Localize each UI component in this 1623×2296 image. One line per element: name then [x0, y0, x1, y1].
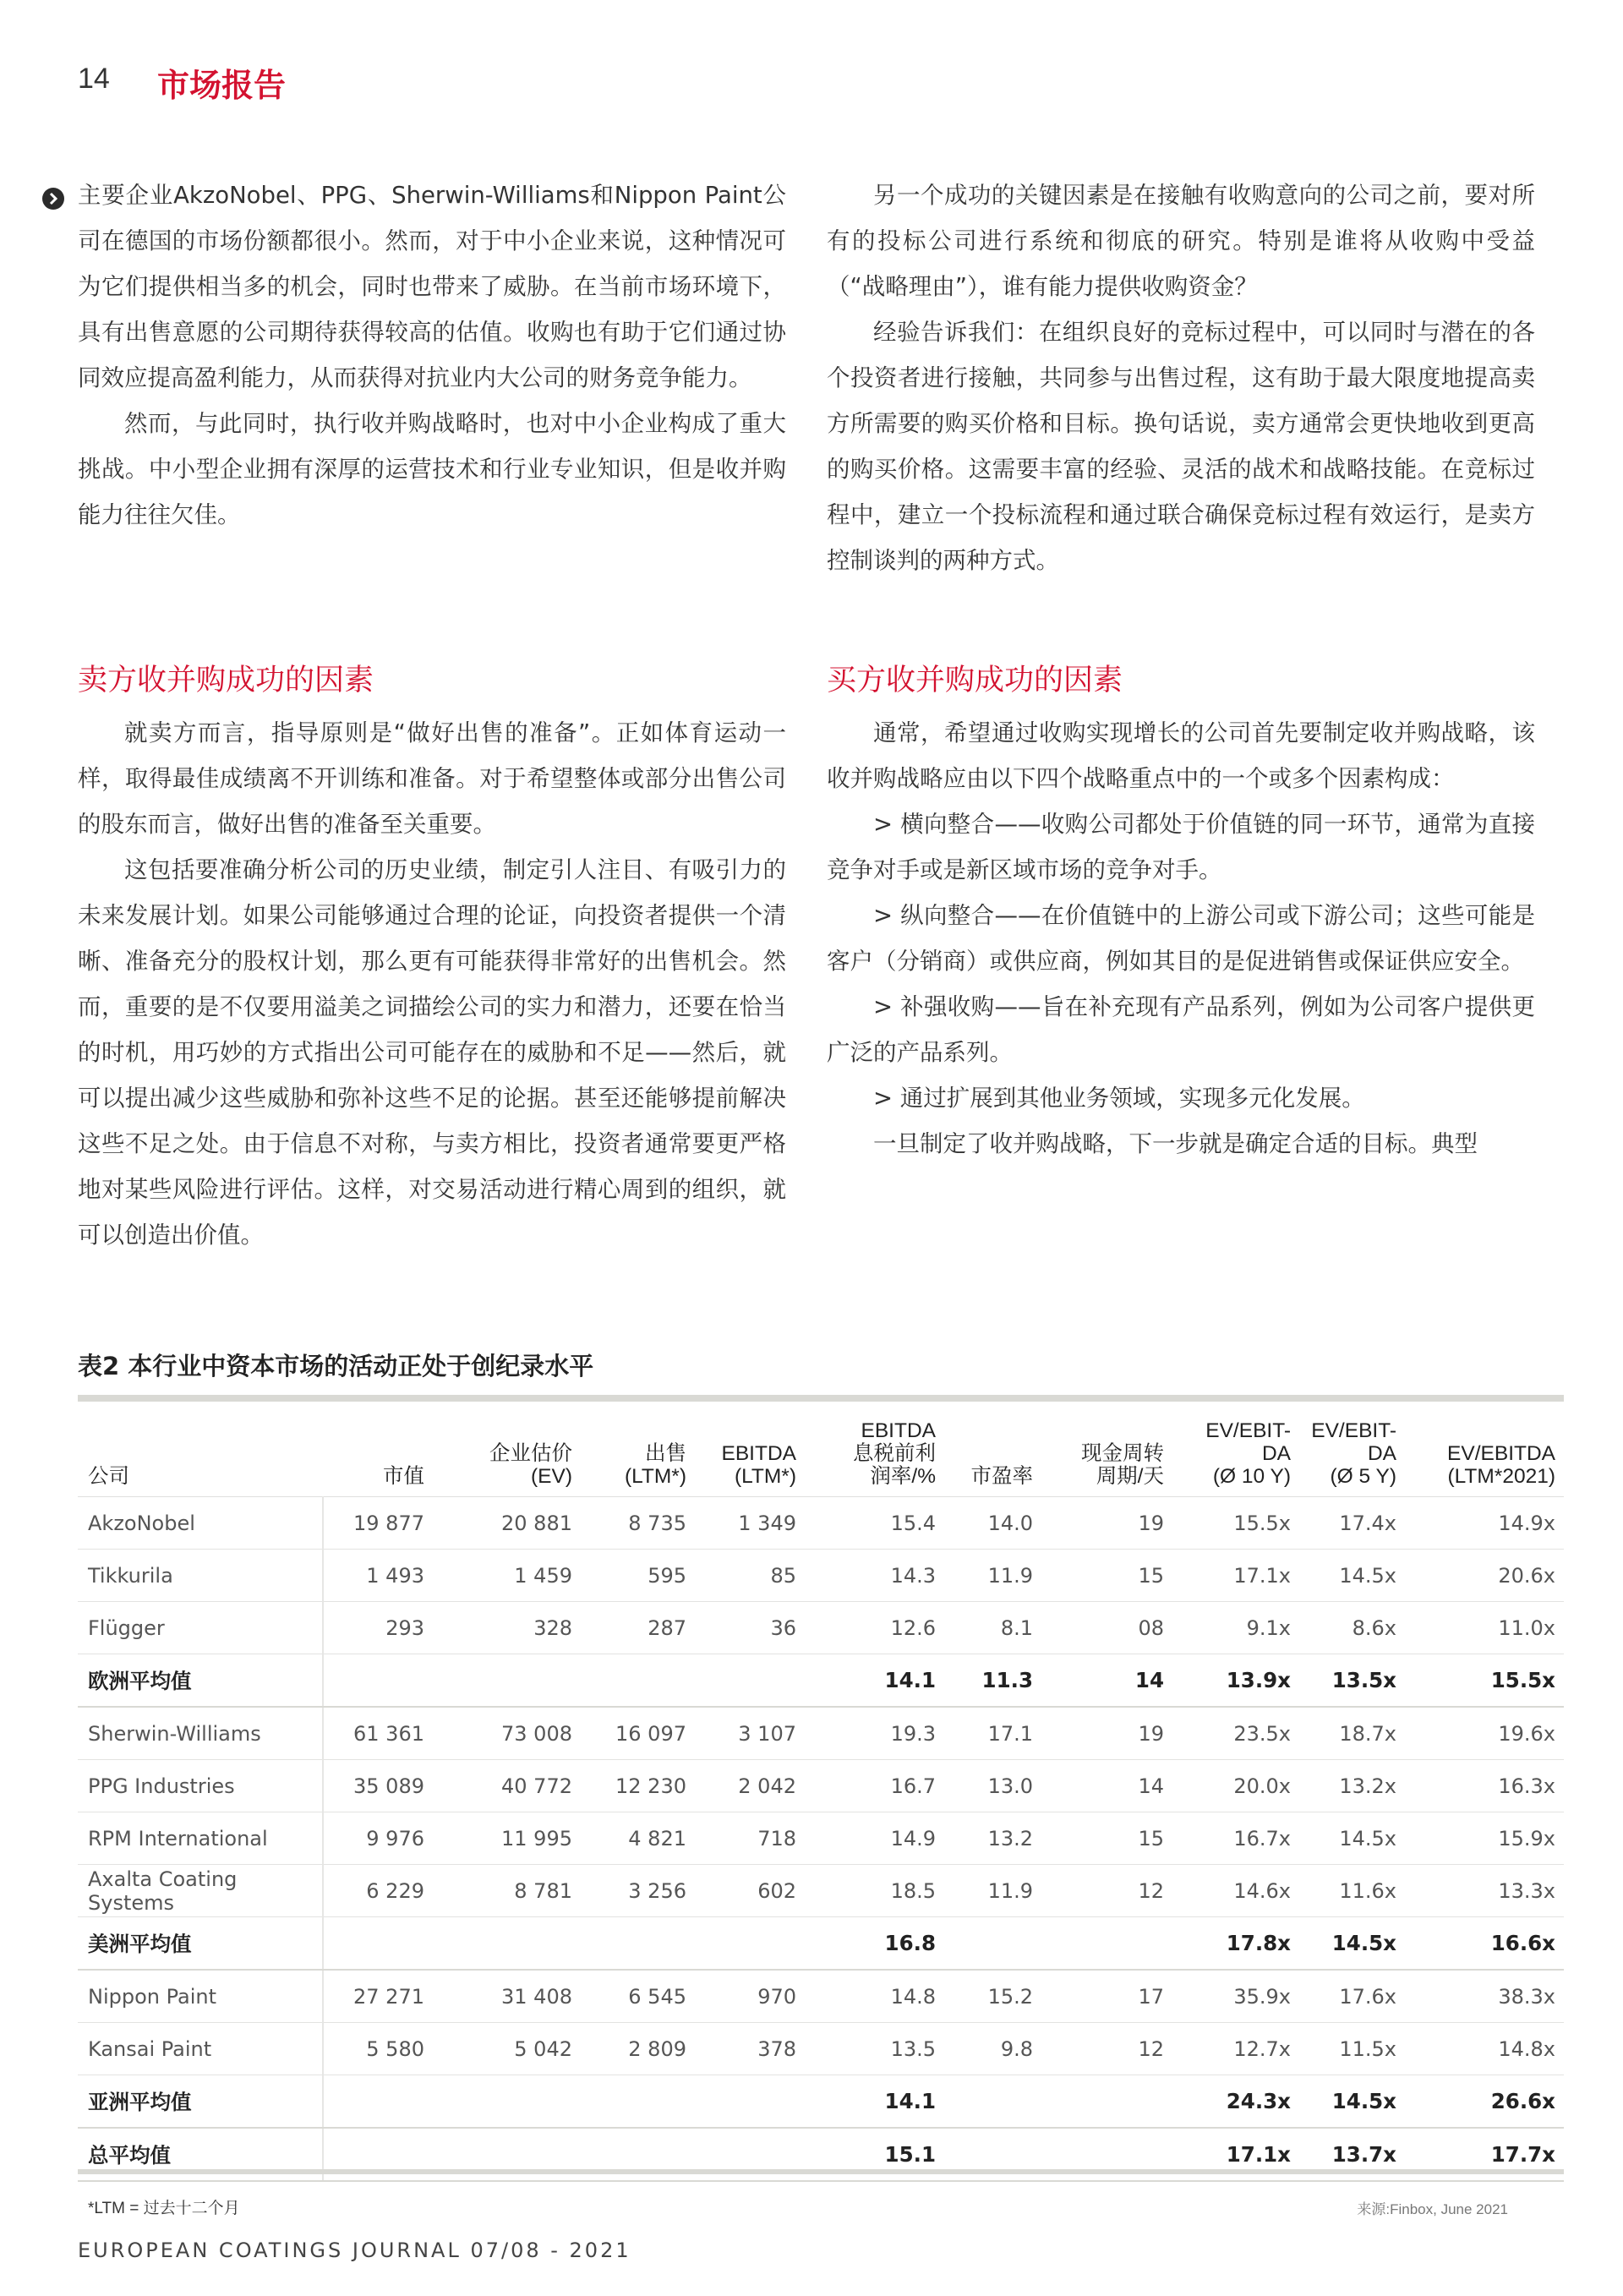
value-cell: 3 107 — [695, 1707, 805, 1760]
value-cell: 14.5x — [1299, 1812, 1405, 1865]
column-header: 市盈率 — [944, 1407, 1041, 1497]
subheading-seller: 卖方收并购成功的因素 — [78, 664, 374, 697]
column-1-bottom — [78, 653, 786, 1258]
journal-footer: EUROPEAN COATINGS JOURNAL 07/08 - 2021 — [78, 2239, 631, 2262]
value-cell: 17.1 — [944, 1707, 1041, 1760]
value-cell: 13.7x — [1299, 2128, 1405, 2181]
value-cell: 08 — [1041, 1602, 1172, 1654]
bullet-paragraph: > 横向整合——收购公司都处于价值链的同一环节，通常为直接竞争对手或是新区域市场的竞争对手。 — [827, 811, 1535, 883]
table-footnote: *LTM = 过去十二个月 — [88, 2200, 240, 2217]
table-row — [78, 1970, 1564, 2023]
value-cell: 17.1x — [1172, 2128, 1299, 2181]
value-cell — [323, 2075, 433, 2129]
value-cell: 12 230 — [581, 1760, 695, 1812]
table-row — [78, 1550, 1564, 1602]
value-cell: 11 995 — [433, 1812, 581, 1865]
column-header: EBITDA (LTM*) — [695, 1407, 805, 1497]
value-cell: 17.6x — [1299, 1970, 1405, 2023]
value-cell — [323, 1917, 433, 1971]
value-cell: 8.6x — [1299, 1602, 1405, 1654]
value-cell: 19 — [1041, 1497, 1172, 1550]
value-cell — [433, 1654, 581, 1708]
value-cell: 14 — [1041, 1760, 1172, 1812]
value-cell: 15.1 — [805, 2128, 944, 2181]
value-cell: 40 772 — [433, 1760, 581, 1812]
value-cell: 2 809 — [581, 2023, 695, 2075]
value-cell — [944, 2075, 1041, 2129]
value-cell: 73 008 — [433, 1707, 581, 1760]
value-cell: 5 042 — [433, 2023, 581, 2075]
value-cell: 14 — [1041, 1654, 1172, 1708]
average-row — [78, 1654, 1564, 1708]
subheading-buyer: 买方收并购成功的因素 — [827, 664, 1123, 697]
table-row — [78, 2023, 1564, 2075]
value-cell: 24.3x — [1172, 2075, 1299, 2129]
value-cell: 8.1 — [944, 1602, 1041, 1654]
value-cell: 16.6x — [1405, 1917, 1564, 1971]
company-cell: 亚洲平均值 — [78, 2075, 323, 2129]
value-cell: 14.0 — [944, 1497, 1041, 1550]
value-cell: 15 — [1041, 1812, 1172, 1865]
average-row — [78, 2075, 1564, 2129]
value-cell: 602 — [695, 1865, 805, 1917]
paragraph: 就卖方而言，指导原则是“做好出售的准备”。正如体育运动一样，取得最佳成绩离不开训练和准备。对于希望整体或部分出售公司的股东而言，做好出售的准备至关重要。 — [78, 719, 786, 838]
valuation-table — [78, 1407, 1564, 2182]
company-cell: 美洲平均值 — [78, 1917, 323, 1971]
bullet-paragraph: > 通过扩展到其他业务领域，实现多元化发展。 — [873, 1085, 1365, 1112]
value-cell: 16.3x — [1405, 1760, 1564, 1812]
value-cell: 35 089 — [323, 1760, 433, 1812]
value-cell: 11.9 — [944, 1550, 1041, 1602]
company-cell: RPM International — [78, 1812, 323, 1865]
paragraph: 经验告诉我们：在组织良好的竞标过程中，可以同时与潜在的各个投资者进行接触，共同参与出售过程，这有助于最大限度地提高卖方所需要的购买价格和目标。换句话说，卖方通常会更快地收到更高的购买价格。这需要丰富的经验、灵活的战术和战略技能。在竞标过程中，建立一个投标流程和通过联合确保竞标过程有效运行，是卖方控制谈判的两种方式。 — [827, 319, 1535, 574]
value-cell: 595 — [581, 1550, 695, 1602]
value-cell: 17.7x — [1405, 2128, 1564, 2181]
bullet-paragraph: > 补强收购——旨在补充现有产品系列，例如为公司客户提供更广泛的产品系列。 — [827, 993, 1535, 1066]
column-header: 现金周转 周期/天 — [1041, 1407, 1172, 1497]
average-row — [78, 1917, 1564, 1971]
value-cell: 11.0x — [1405, 1602, 1564, 1654]
value-cell: 12.7x — [1172, 2023, 1299, 2075]
company-cell: 欧洲平均值 — [78, 1654, 323, 1708]
value-cell: 12 — [1041, 2023, 1172, 2075]
value-cell: 14.1 — [805, 2075, 944, 2129]
value-cell: 14.6x — [1172, 1865, 1299, 1917]
value-cell: 18.5 — [805, 1865, 944, 1917]
table-row — [78, 1497, 1564, 1550]
value-cell: 14.9 — [805, 1812, 944, 1865]
value-cell: 15 — [1041, 1550, 1172, 1602]
company-cell: AkzoNobel — [78, 1497, 323, 1550]
value-cell: 13.5x — [1299, 1654, 1405, 1708]
paragraph: 一旦制定了收并购战略，下一步就是确定合适的目标。典型 — [873, 1130, 1478, 1157]
company-cell: 总平均值 — [78, 2128, 323, 2181]
value-cell: 13.3x — [1405, 1865, 1564, 1917]
page-number: 14 — [78, 63, 110, 95]
value-cell: 4 821 — [581, 1812, 695, 1865]
value-cell: 13.2 — [944, 1812, 1041, 1865]
table-row — [78, 1602, 1564, 1654]
value-cell: 1 493 — [323, 1550, 433, 1602]
value-cell: 36 — [695, 1602, 805, 1654]
value-cell: 378 — [695, 2023, 805, 2075]
value-cell: 18.7x — [1299, 1707, 1405, 1760]
company-cell: Tikkurila — [78, 1550, 323, 1602]
table-caption: 表2 本行业中资本市场的活动正处于创纪录水平 — [78, 1352, 594, 1380]
section-title: 市场报告 — [157, 67, 287, 104]
value-cell: 718 — [695, 1812, 805, 1865]
table-body — [78, 1497, 1564, 2182]
company-cell: Nippon Paint — [78, 1970, 323, 2023]
company-cell: Sherwin-Williams — [78, 1707, 323, 1760]
table-row — [78, 1865, 1564, 1917]
value-cell: 9.8 — [944, 2023, 1041, 2075]
table-row — [78, 1707, 1564, 1760]
value-cell: 27 271 — [323, 1970, 433, 2023]
value-cell: 20.0x — [1172, 1760, 1299, 1812]
company-cell: Kansai Paint — [78, 2023, 323, 2075]
value-cell: 14.5x — [1299, 1550, 1405, 1602]
company-cell: PPG Industries — [78, 1760, 323, 1812]
value-cell: 8 735 — [581, 1497, 695, 1550]
value-cell — [944, 1917, 1041, 1971]
table-top-rule — [78, 1395, 1564, 1402]
value-cell — [695, 1917, 805, 1971]
value-cell: 15.4 — [805, 1497, 944, 1550]
value-cell: 17.8x — [1172, 1917, 1299, 1971]
value-cell: 35.9x — [1172, 1970, 1299, 2023]
bullet-paragraph: > 纵向整合——在价值链中的上游公司或下游公司；这些可能是客户（分销商）或供应商，例如其目的是促进销售或保证供应安全。 — [827, 902, 1535, 975]
company-cell: Axalta Coating Systems — [78, 1865, 323, 1917]
value-cell — [1041, 2075, 1172, 2129]
value-cell: 11.3 — [944, 1654, 1041, 1708]
column-header: EBITDA 息税前利 润率/% — [805, 1407, 944, 1497]
value-cell: 11.6x — [1299, 1865, 1405, 1917]
company-cell: Flügger — [78, 1602, 323, 1654]
value-cell: 16 097 — [581, 1707, 695, 1760]
value-cell: 15.9x — [1405, 1812, 1564, 1865]
value-cell: 9.1x — [1172, 1602, 1299, 1654]
value-cell: 23.5x — [1172, 1707, 1299, 1760]
table-source: 来源:Finbox, June 2021 — [1357, 2201, 1508, 2217]
chevron-right-circle-icon — [42, 188, 64, 210]
table-bottom-rule — [78, 2169, 1564, 2174]
value-cell — [323, 1654, 433, 1708]
value-cell: 19.6x — [1405, 1707, 1564, 1760]
value-cell: 328 — [433, 1602, 581, 1654]
value-cell — [581, 1654, 695, 1708]
value-cell: 17.1x — [1172, 1550, 1299, 1602]
value-cell: 15.5x — [1405, 1654, 1564, 1708]
table-row — [78, 1812, 1564, 1865]
value-cell: 3 256 — [581, 1865, 695, 1917]
column-2-top — [827, 172, 1535, 583]
table-row — [78, 1760, 1564, 1812]
value-cell: 12.6 — [805, 1602, 944, 1654]
column-header: EV/EBIT- DA (Ø 10 Y) — [1172, 1407, 1299, 1497]
value-cell: 19 — [1041, 1707, 1172, 1760]
column-1-top — [78, 172, 786, 538]
value-cell: 14.9x — [1405, 1497, 1564, 1550]
value-cell: 970 — [695, 1970, 805, 2023]
value-cell: 14.5x — [1299, 1917, 1405, 1971]
value-cell: 16.7x — [1172, 1812, 1299, 1865]
value-cell: 20.6x — [1405, 1550, 1564, 1602]
value-cell: 14.5x — [1299, 2075, 1405, 2129]
value-cell: 1 349 — [695, 1497, 805, 1550]
value-cell: 13.5 — [805, 2023, 944, 2075]
value-cell: 19 877 — [323, 1497, 433, 1550]
value-cell: 9 976 — [323, 1812, 433, 1865]
value-cell — [1041, 1917, 1172, 1971]
column-header: 公司 — [78, 1407, 323, 1497]
value-cell — [581, 2075, 695, 2129]
value-cell: 13.0 — [944, 1760, 1041, 1812]
value-cell — [695, 2075, 805, 2129]
value-cell: 19.3 — [805, 1707, 944, 1760]
value-cell: 17.4x — [1299, 1497, 1405, 1550]
value-cell: 13.9x — [1172, 1654, 1299, 1708]
value-cell: 26.6x — [1405, 2075, 1564, 2129]
value-cell: 14.1 — [805, 1654, 944, 1708]
value-cell: 5 580 — [323, 2023, 433, 2075]
value-cell: 17 — [1041, 1970, 1172, 2023]
column-2-bottom — [827, 653, 1535, 1167]
value-cell: 2 042 — [695, 1760, 805, 1812]
value-cell: 16.7 — [805, 1760, 944, 1812]
column-header: 企业估价 (EV) — [433, 1407, 581, 1497]
table-header-row — [78, 1407, 1564, 1497]
value-cell: 14.3 — [805, 1550, 944, 1602]
value-cell — [433, 1917, 581, 1971]
column-header: EV/EBIT- DA (Ø 5 Y) — [1299, 1407, 1405, 1497]
value-cell: 12 — [1041, 1865, 1172, 1917]
column-header: 出售 (LTM*) — [581, 1407, 695, 1497]
column-header: EV/EBITDA (LTM*2021) — [1405, 1407, 1564, 1497]
paragraph: 通常，希望通过收购实现增长的公司首先要制定收并购战略，该收并购战略应由以下四个战略重点中的一个或多个因素构成： — [827, 719, 1535, 792]
value-cell: 61 361 — [323, 1707, 433, 1760]
value-cell: 14.8 — [805, 1970, 944, 2023]
value-cell: 14.8x — [1405, 2023, 1564, 2075]
paragraph: 另一个成功的关键因素是在接触有收购意向的公司之前，要对所有的投标公司进行系统和彻底的研究。特别是谁将从收购中受益（“战略理由”），谁有能力提供收购资金？ — [827, 182, 1535, 300]
value-cell: 11.5x — [1299, 2023, 1405, 2075]
value-cell: 31 408 — [433, 1970, 581, 2023]
value-cell: 20 881 — [433, 1497, 581, 1550]
paragraph: 然而，与此同时，执行收并购战略时，也对中小企业构成了重大挑战。中小型企业拥有深厚的运营技术和行业专业知识，但是收并购能力往往欠佳。 — [78, 410, 786, 528]
value-cell: 8 781 — [433, 1865, 581, 1917]
value-cell: 6 545 — [581, 1970, 695, 2023]
value-cell: 287 — [581, 1602, 695, 1654]
value-cell — [695, 1654, 805, 1708]
column-header: 市值 — [323, 1407, 433, 1497]
value-cell: 16.8 — [805, 1917, 944, 1971]
value-cell: 6 229 — [323, 1865, 433, 1917]
value-cell: 15.2 — [944, 1970, 1041, 2023]
paragraph: 这包括要准确分析公司的历史业绩，制定引人注目、有吸引力的未来发展计划。如果公司能够通过合理的论证，向投资者提供一个清晰、准备充分的股权计划，那么更有可能获得非常好的出售机会。然而，重要的是不仅要用溢美之词描绘公司的实力和潜力，还要在恰当的时机，用巧妙的方式指出公司可能存在的威胁和不足——然后，就可以提出减少这些威胁和弥补这些不足的论据。甚至还能够提前解决这些不足之处。由于信息不对称，与卖方相比，投资者通常要更严格地对某些风险进行评估。这样，对交易活动进行精心周到的组织，就可以创造出价值。 — [78, 856, 786, 1249]
value-cell — [581, 1917, 695, 1971]
value-cell: 293 — [323, 1602, 433, 1654]
value-cell: 1 459 — [433, 1550, 581, 1602]
value-cell: 11.9 — [944, 1865, 1041, 1917]
paragraph: 主要企业AkzoNobel、PPG、Sherwin-Williams和Nippon Paint公司在德国的市场份额都很小。然而，对于中小企业来说，这种情况可为它们提供相当多的机会，同时也带来了威胁。在当前市场环境下，具有出售意愿的公司期待获得较高的估值。收购也有助于它们通过协同效应提高盈利能力，从而获得对抗业内大公司的财务竞争能力。 — [78, 182, 786, 391]
value-cell: 85 — [695, 1550, 805, 1602]
value-cell: 15.5x — [1172, 1497, 1299, 1550]
value-cell: 38.3x — [1405, 1970, 1564, 2023]
value-cell: 13.2x — [1299, 1760, 1405, 1812]
value-cell — [433, 2075, 581, 2129]
